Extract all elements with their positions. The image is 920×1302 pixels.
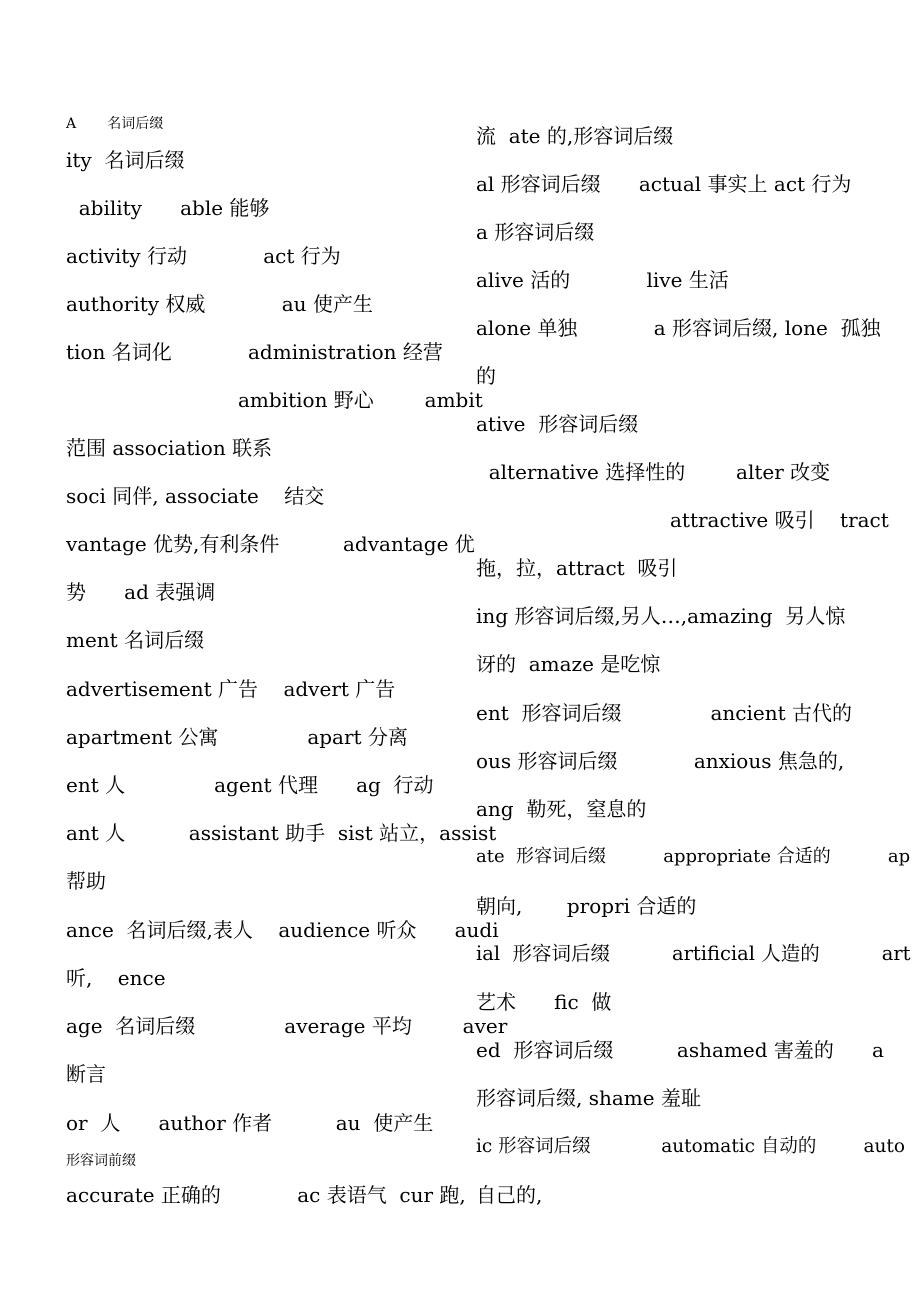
entry-line: 朝向, propri 合适的 bbox=[476, 894, 697, 918]
entry-line: ent 形容词后缀 ancient 古代的 bbox=[476, 701, 852, 725]
entry-line: 的 bbox=[476, 364, 496, 388]
entry-line: ing 形容词后缀,另人…,amazing 另人惊 bbox=[476, 604, 846, 628]
entry-line: ial 形容词后缀 artificial 人造的 art bbox=[476, 942, 911, 965]
entry-line: 断言 bbox=[66, 1062, 106, 1086]
entry-line: 流 ate 的,形容词后缀 bbox=[476, 124, 674, 148]
entry-line: ant 人 assistant 助手 sist 站立，assist bbox=[66, 821, 497, 845]
entry-line: accurate 正确的 ac 表语气 cur 跑, bbox=[66, 1183, 466, 1207]
entry-line: ate 形容词后缀 appropriate 合适的 ap bbox=[476, 846, 911, 867]
entry-line: ed 形容词后缀 ashamed 害羞的 a bbox=[476, 1038, 884, 1062]
entry-line: 拖，拉，attract 吸引 bbox=[476, 556, 678, 580]
entry-line: ic 形容词后缀 automatic 自动的 auto bbox=[476, 1136, 905, 1157]
entry-line: alone 单独 a 形容词后缀, lone 孤独 bbox=[476, 316, 881, 340]
entry-line: attractive 吸引 tract bbox=[670, 508, 889, 532]
entry-line: ability able 能够 bbox=[66, 196, 270, 220]
section-heading-noun-suffix: A 名词后缀 bbox=[66, 116, 164, 132]
entry-line: soci 同伴, associate 结交 bbox=[66, 484, 325, 508]
entry-line: 帮助 bbox=[66, 869, 106, 893]
entry-line: 听, ence bbox=[66, 966, 166, 990]
entry-line: tion 名词化 administration 经营 bbox=[66, 340, 443, 364]
entry-line: 势 ad 表强调 bbox=[66, 580, 216, 604]
entry-line: 自己的, bbox=[476, 1183, 543, 1207]
entry-line: ang 勒死，窒息的 bbox=[476, 797, 647, 821]
entry-line: 范围 association 联系 bbox=[66, 436, 273, 460]
entry-line: ambition 野心 ambit bbox=[238, 388, 483, 412]
entry-line: authority 权威 au 使产生 bbox=[66, 292, 373, 316]
section-heading-adjective-prefix: 形容词前缀 bbox=[66, 1153, 136, 1169]
entry-line: alive 活的 live 生活 bbox=[476, 268, 729, 292]
entry-line: ment 名词后缀 bbox=[66, 628, 205, 652]
entry-line: ous 形容词后缀 anxious 焦急的, bbox=[476, 749, 845, 773]
entry-line: vantage 优势,有利条件 advantage 优 bbox=[66, 532, 475, 556]
entry-line: ance 名词后缀,表人 audience 听众 audi bbox=[66, 918, 499, 942]
entry-line: or 人 author 作者 au 使产生 bbox=[66, 1111, 434, 1135]
entry-line: age 名词后缀 average 平均 aver bbox=[66, 1014, 508, 1038]
entry-line: apartment 公寓 apart 分离 bbox=[66, 725, 408, 749]
entry-line: alternative 选择性的 alter 改变 bbox=[476, 460, 831, 484]
entry-line: ity 名词后缀 bbox=[66, 148, 185, 172]
entry-line: ative 形容词后缀 bbox=[476, 412, 639, 436]
entry-line: activity 行动 act 行为 bbox=[66, 244, 341, 268]
entry-line: 形容词后缀, shame 羞耻 bbox=[476, 1086, 701, 1110]
entry-line: advertisement 广告 advert 广告 bbox=[66, 677, 396, 701]
entry-line: a 形容词后缀 bbox=[476, 220, 595, 244]
entry-line: 艺术 fic 做 bbox=[476, 990, 612, 1014]
entry-line: ent 人 agent 代理 ag 行动 bbox=[66, 773, 434, 797]
entry-line: al 形容词后缀 actual 事实上 act 行为 bbox=[476, 172, 852, 196]
entry-line: 讶的 amaze 是吃惊 bbox=[476, 652, 661, 676]
